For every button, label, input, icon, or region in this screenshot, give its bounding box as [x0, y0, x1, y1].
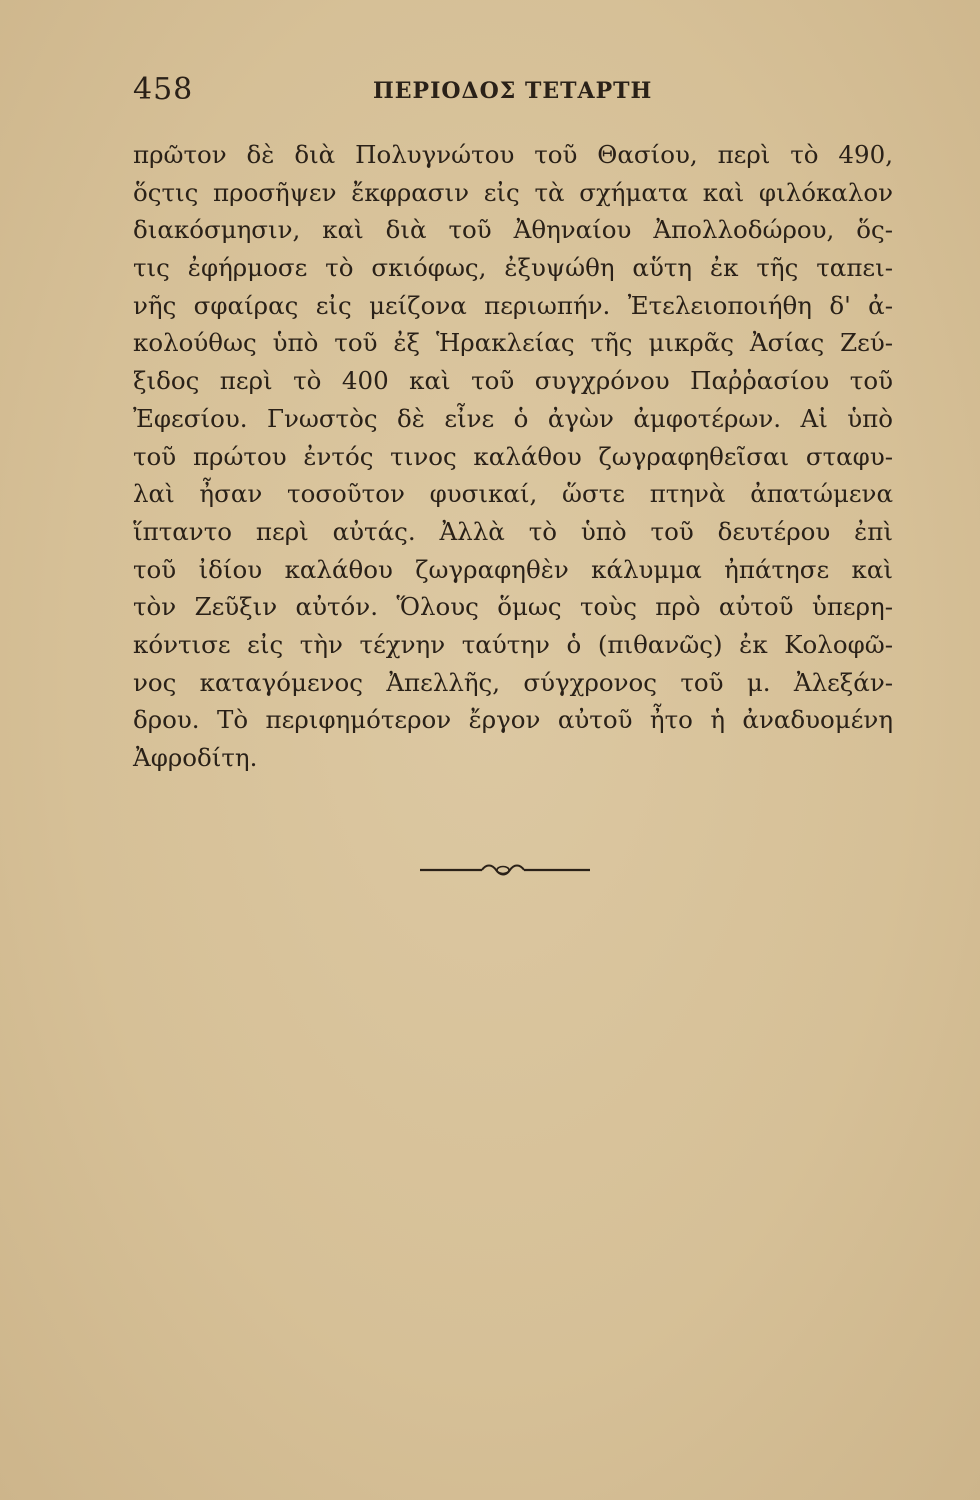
text-line: τοῦ ἰδίου καλάθου ζωγραφηθὲν κάλυμμα ἠπάτησε καὶ — [133, 554, 893, 584]
running-head: ΠΕΡΙΟΔΟΣ ΤΕΤΑΡΤΗ — [373, 78, 653, 104]
text-line: διακόσμησιν, καὶ διὰ τοῦ Ἀθηναίου Ἀπολλοδώρου, ὅς- — [133, 215, 893, 245]
text-line: κολούθως ὑπὸ τοῦ ἐξ Ἡρακλείας τῆς μικρᾶς Ἀσίας Ζεύ- — [133, 328, 893, 358]
text-line: νος καταγόμενος Ἀπελλῆς, σύγχρονος τοῦ μ. Ἀλεξάν- — [133, 667, 893, 697]
text-line: τις ἐφήρμοσε τὸ σκιόφως, ἐξυψώθη αὕτη ἐκ τῆς ταπει- — [133, 253, 893, 283]
text-line: νῆς σφαίρας εἰς μείζονα περιωπήν. Ἐτελειοποιήθη δ' ἀ- — [133, 290, 893, 320]
page-number: 458 — [133, 72, 194, 107]
text-line: πρῶτον δὲ διὰ Πολυγνώτου τοῦ Θασίου, περὶ τὸ 490, — [133, 140, 893, 169]
text-line: τὸν Ζεῦξιν αὐτόν. Ὅλους ὅμως τοὺς πρὸ αὐτοῦ ὑπερη- — [133, 592, 893, 622]
text-line: ξιδος περὶ τὸ 400 καὶ τοῦ συγχρόνου Παῤῥασίου τοῦ — [133, 366, 893, 396]
text-line: Ἐφεσίου. Γνωστὸς δὲ εἶνε ὁ ἀγὼν ἀμφοτέρων. Αἱ ὑπὸ — [133, 403, 893, 433]
page-header — [133, 72, 893, 120]
text-line: τοῦ πρώτου ἐντός τινος καλάθου ζωγραφηθεῖσαι σταφυ- — [133, 441, 893, 471]
text-line: δρου. Τὸ περιφημότερον ἔργον αὐτοῦ ἦτο ἡ ἀναδυομένη — [133, 705, 893, 735]
body-text — [133, 136, 893, 777]
text-line: λαὶ ἦσαν τοσοῦτον φυσικαί, ὥστε πτηνὰ ἀπατώμενα — [133, 479, 893, 509]
text-line: κόντισε εἰς τὴν τέχνην ταύτην ὁ (πιθανῶς) ἐκ Κολοφῶ- — [133, 629, 893, 659]
text-line: Ἀφροδίτη. — [133, 743, 258, 772]
text-line: ὅςτις προσῆψεν ἔκφρασιν εἰς τὰ σχήματα καὶ φιλόκαλον — [133, 177, 893, 207]
section-ornament — [420, 858, 590, 882]
text-line: ἵπταντο περὶ αὐτάς. Ἀλλὰ τὸ ὑπὸ τοῦ δευτέρου ἐπὶ — [133, 516, 893, 546]
